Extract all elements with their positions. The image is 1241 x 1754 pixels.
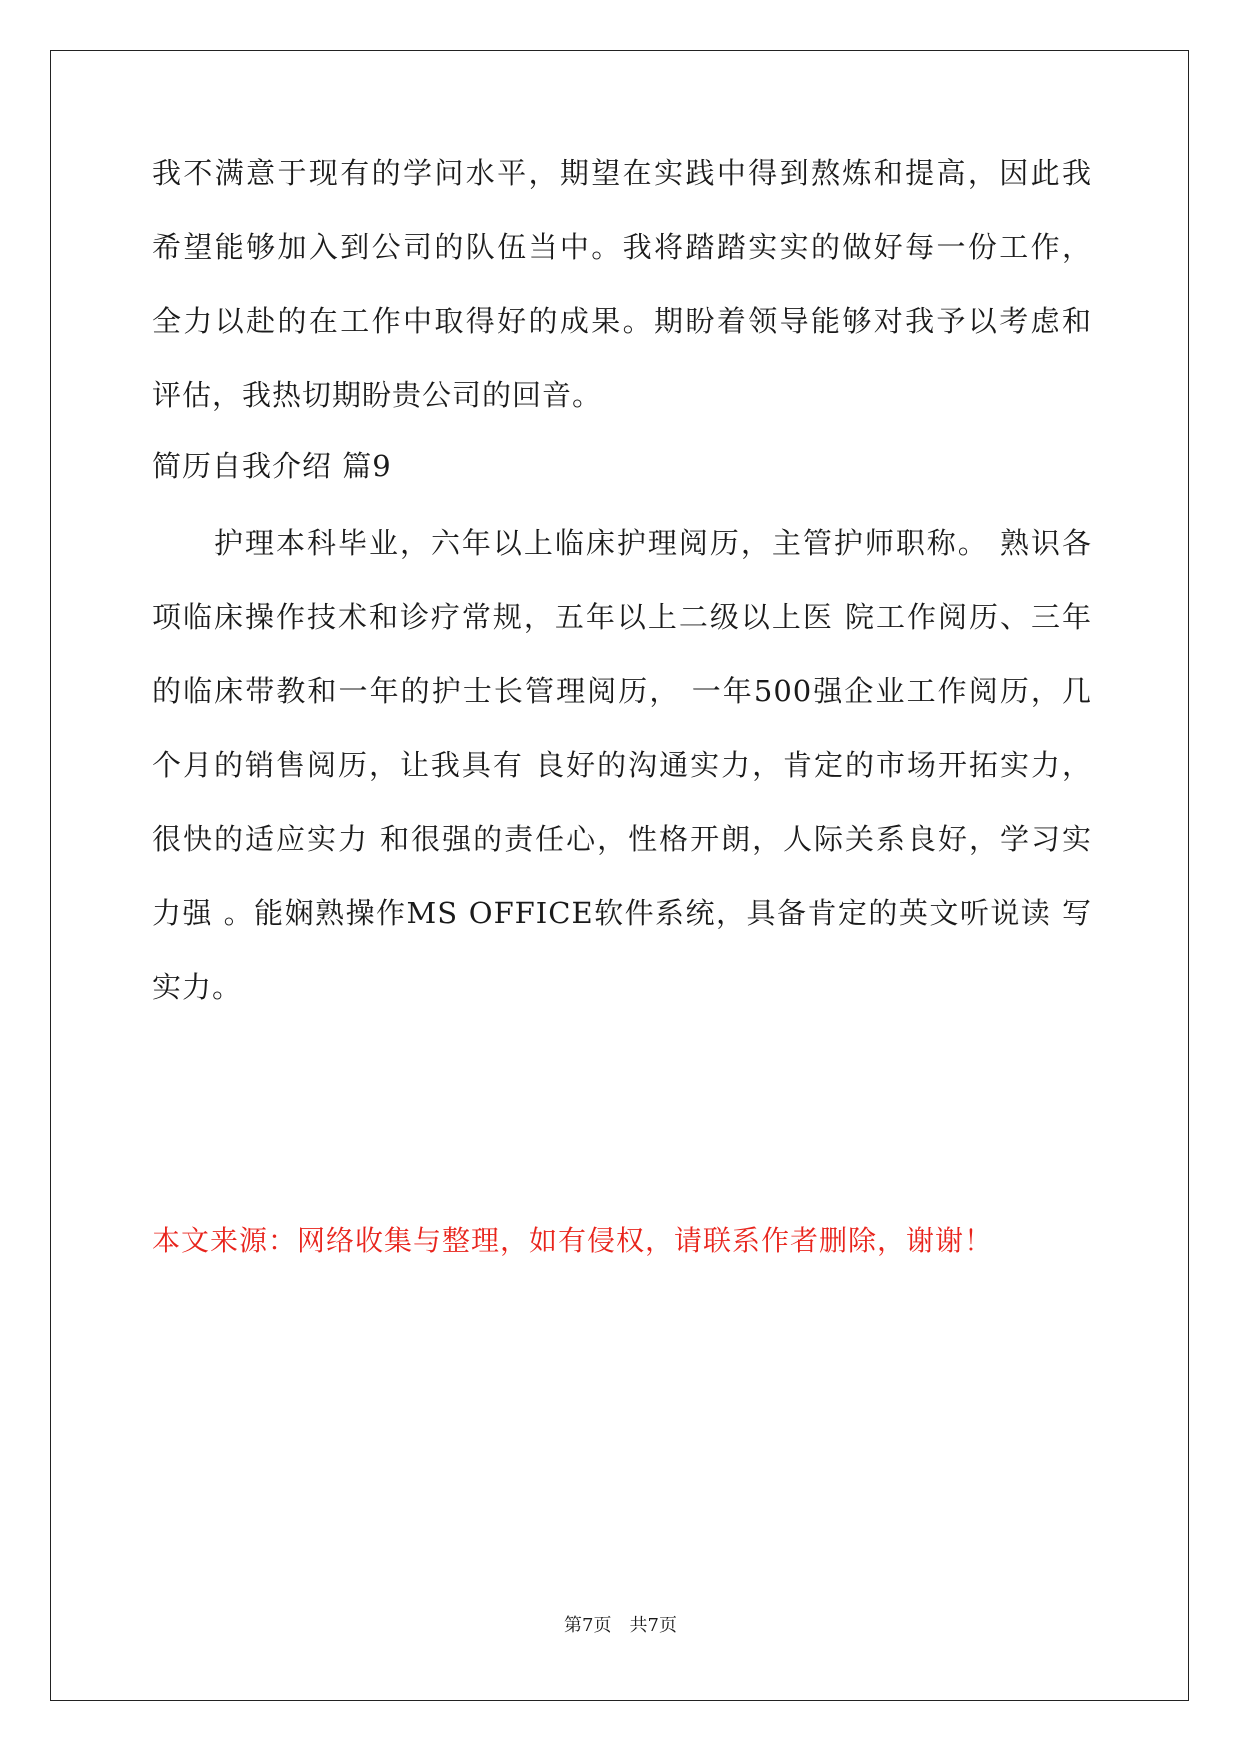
source-note: 本文来源：网络收集与整理，如有侵权，请联系作者删除，谢谢！: [152, 1224, 994, 1257]
paragraph-line: 实力。: [152, 970, 243, 1004]
paragraph-line: 希望能够加入到公司的队伍当中。我将踏踏实实的做好每一份工作，: [152, 230, 1092, 264]
page-footer: [0, 1614, 1241, 1638]
paragraph-line: 个月的销售阅历，让我具有 良好的沟通实力，肯定的市场开拓实力，: [152, 748, 1092, 782]
paragraph-line: 项临床操作技术和诊疗常规，五年以上二级以上医 院工作阅历、三年: [152, 600, 1092, 634]
paragraph-line: 很快的适应实力 和很强的责任心，性格开朗，人际关系良好，学习实: [152, 822, 1092, 856]
page-border-frame: [50, 50, 1189, 1701]
total-pages: 共7页: [629, 1615, 677, 1636]
paragraph-line: 力强 。能娴熟操作MS OFFICE软件系统，具备肯定的英文听说读 写: [152, 896, 1092, 930]
paragraph-line: 护理本科毕业，六年以上临床护理阅历，主管护师职称。 熟识各: [214, 526, 1092, 560]
paragraph-line: 的临床带教和一年的护士长管理阅历， 一年500强企业工作阅历，几: [152, 674, 1092, 708]
section-heading: 简历自我介绍 篇9: [152, 449, 392, 483]
paragraph-line: 我不满意于现有的学问水平，期望在实践中得到熬炼和提高，因此我: [152, 156, 1092, 190]
paragraph-line: 全力以赴的在工作中取得好的成果。期盼着领导能够对我予以考虑和: [152, 304, 1092, 338]
paragraph-line: 评估，我热切期盼贵公司的回音。: [152, 378, 603, 412]
current-page-number: 第7页: [564, 1615, 612, 1636]
